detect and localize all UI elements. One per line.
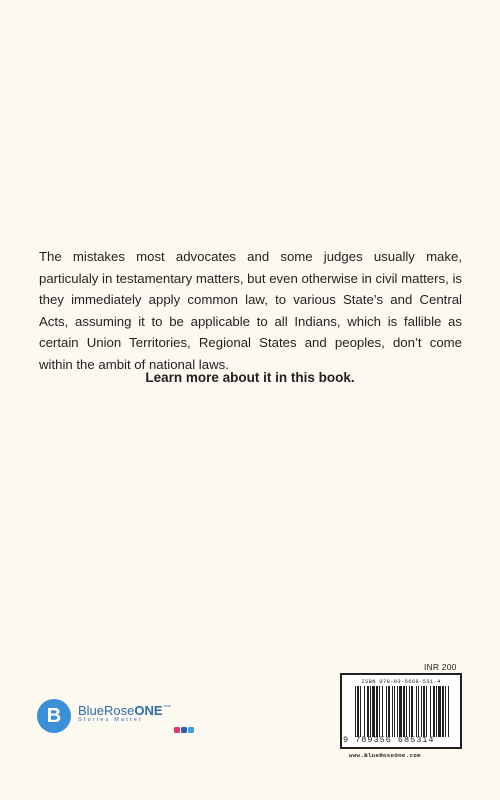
- barcode-bar: [442, 686, 444, 737]
- publisher-name-suffix: .com: [162, 703, 172, 708]
- barcode-bar: [421, 686, 422, 737]
- twitter-icon: [188, 727, 194, 733]
- barcode-bar: [436, 686, 437, 737]
- barcode-bar: [403, 686, 405, 737]
- barcode-bar: [426, 686, 427, 737]
- barcode-bar: [409, 686, 410, 737]
- publisher-name-main: BlueRose: [78, 703, 135, 718]
- barcode-bar: [445, 686, 446, 737]
- barcode-bar: [392, 686, 393, 737]
- barcode-bar: [386, 686, 387, 737]
- barcode-bar: [411, 686, 413, 737]
- instagram-icon: [174, 727, 180, 733]
- barcode-bar: [430, 686, 431, 737]
- barcode-bar: [376, 686, 378, 737]
- facebook-icon: [181, 727, 187, 733]
- barcode-bar: [394, 686, 395, 737]
- barcode-bar: [433, 686, 435, 737]
- barcode-bar: [372, 686, 375, 737]
- barcode-bar: [355, 686, 356, 737]
- barcode-bar: [416, 686, 417, 737]
- publisher-website: www.BlueRoseOne.com: [349, 752, 421, 759]
- barcode-bar: [360, 686, 361, 737]
- barcode-bar: [382, 686, 383, 737]
- barcode-bars: [355, 686, 451, 737]
- publisher-name: [78, 703, 171, 718]
- price-label: INR 200: [424, 662, 457, 672]
- isbn-text: ISBN 978-93-5668-531-4: [361, 678, 441, 685]
- barcode-bar: [406, 686, 407, 737]
- barcode-bar: [448, 686, 449, 737]
- barcode-bar: [423, 686, 425, 737]
- barcode-bar: [367, 686, 369, 737]
- barcode-bar: [397, 686, 398, 737]
- publisher-logo: [37, 697, 197, 747]
- publisher-tagline: Stories Matter: [78, 717, 144, 723]
- barcode-bar: [438, 686, 441, 737]
- logo-letter: B: [46, 705, 62, 727]
- barcode-bar: [364, 686, 365, 737]
- publisher-name-bold: ONE: [134, 703, 163, 718]
- barcode-bar: [418, 686, 419, 737]
- social-icons: [174, 727, 194, 733]
- barcode-bar: [357, 686, 359, 737]
- barcode-bar: [379, 686, 380, 737]
- back-cover-blurb: The mistakes most advocates and some judges usually make, particulaly in testamentary matters, but even otherwise in civil matters, is they immediately apply common law, to various State’s and Central Acts, assuming it to be applicable to all Indians, which is fallible as certain Union Territories, Regional States and peoples, don’t come within the ambit of national laws.: [39, 249, 462, 372]
- barcode-bar: [388, 686, 390, 737]
- barcode-bar: [370, 686, 371, 737]
- logo-emblem: [37, 699, 71, 733]
- call-to-action: Learn more about it in this book.: [145, 370, 355, 385]
- isbn-barcode: [340, 673, 462, 749]
- barcode-bar: [399, 686, 402, 737]
- barcode-digits: 9 789356 685314: [343, 735, 435, 745]
